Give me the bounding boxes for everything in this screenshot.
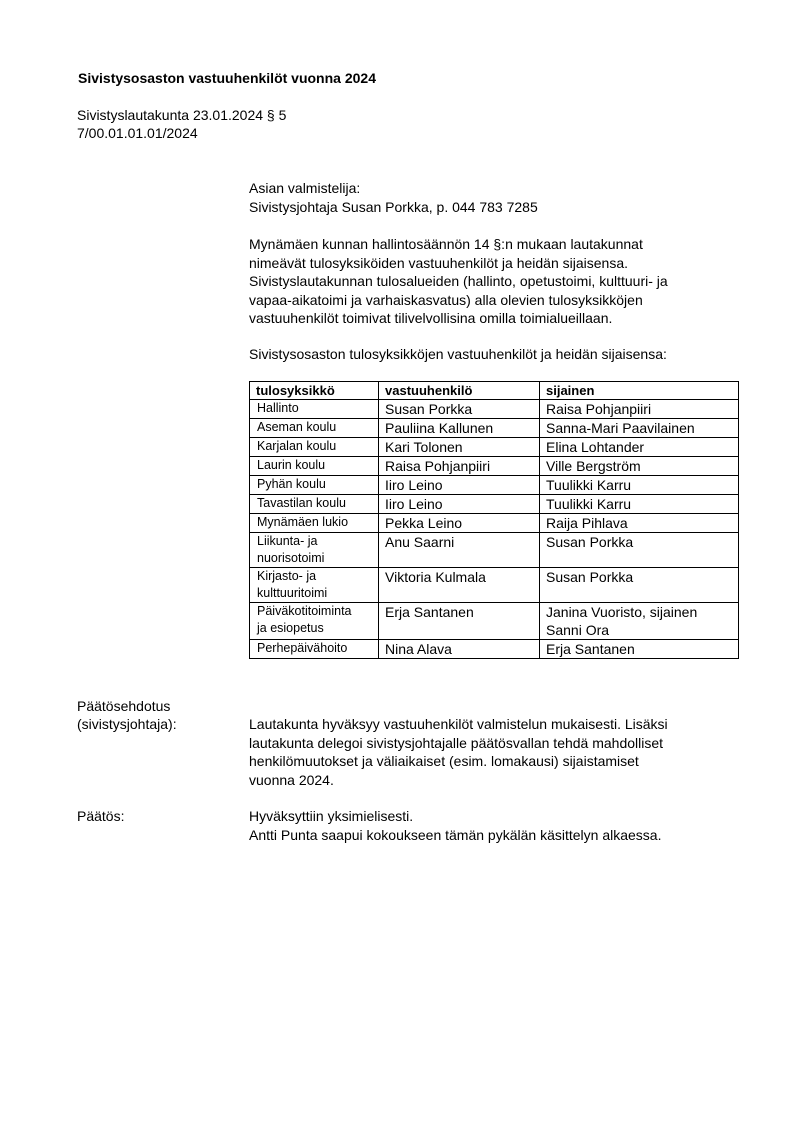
proposal-line: henkilömuutokset ja väliaikaiset (esim. lomakausi) sijaistamiset <box>249 753 639 769</box>
decision-line: Antti Punta saapui kokoukseen tämän pykälän käsittelyn alkaessa. <box>249 827 662 843</box>
deputy-cell: Raija Pihlava <box>540 514 739 533</box>
deputy-cell: Elina Lohtander <box>540 438 739 457</box>
person-cell: Pauliina Kallunen <box>379 419 540 438</box>
person-cell: Viktoria Kulmala <box>379 568 540 603</box>
table-row <box>250 495 739 514</box>
unit-cell: Tavastilan koulu <box>250 495 379 514</box>
table-row <box>250 400 739 419</box>
meeting-reference: Sivistyslautakunta 23.01.2024 § 5 <box>77 107 287 123</box>
person-cell: Iiro Leino <box>379 476 540 495</box>
proposal-line: lautakunta delegoi sivistysjohtajalle päätösvallan tehdä mahdolliset <box>249 734 664 751</box>
intro-line: vapaa-aikatoimi ja varhaiskasvatus) alla olevien tulosyksikköjen <box>249 291 643 308</box>
person-cell: Raisa Pohjanpiiri <box>379 457 540 476</box>
person-cell: Nina Alava <box>379 640 540 659</box>
table-row <box>250 419 739 438</box>
unit-cell <box>250 533 379 568</box>
decision-line: Hyväksyttiin yksimielisesti. <box>249 808 414 824</box>
deputy-cell: Ville Bergström <box>540 457 739 476</box>
table-header-row <box>250 382 739 400</box>
unit-line: Kirjasto- ja <box>257 569 317 583</box>
person-cell: Erja Santanen <box>379 603 540 640</box>
person-cell: Kari Tolonen <box>379 438 540 457</box>
person-cell: Pekka Leino <box>379 514 540 533</box>
preparer-label: Asian valmistelija: <box>249 180 361 196</box>
intro-line: Mynämäen kunnan hallintosäännön 14 §:n mukaan lautakunnat <box>249 236 643 252</box>
unit-line: Päiväkotitoiminta <box>257 604 352 618</box>
unit-line: kulttuuritoimi <box>257 586 328 600</box>
intro-line: nimeävät tulosyksiköiden vastuuhenkilöt ja heidän sijaisensa. <box>249 254 628 271</box>
responsibility-table <box>249 381 739 659</box>
intro-paragraph <box>249 235 731 328</box>
unit-cell: Laurin koulu <box>250 457 379 476</box>
deputy-cell: Tuulikki Karru <box>540 495 739 514</box>
deputy-cell: Erja Santanen <box>540 640 739 659</box>
table-row <box>250 457 739 476</box>
unit-cell: Pyhän koulu <box>250 476 379 495</box>
unit-cell <box>250 568 379 603</box>
record-number: 7/00.01.01.01/2024 <box>77 125 198 141</box>
unit-cell <box>250 603 379 640</box>
deputy-cell: Tuulikki Karru <box>540 476 739 495</box>
unit-line: ja esiopetus <box>257 621 324 635</box>
proposal-label-sub: (sivistysjohtaja): <box>77 716 177 732</box>
header-deputy: sijainen <box>540 382 739 400</box>
table-row <box>250 514 739 533</box>
proposal-paragraph <box>249 715 731 789</box>
deputy-line: Sanni Ora <box>546 622 610 638</box>
proposal-line: Lautakunta hyväksyy vastuuhenkilöt valmistelun mukaisesti. Lisäksi <box>249 716 668 732</box>
deputy-cell: Susan Porkka <box>540 568 739 603</box>
unit-cell: Karjalan koulu <box>250 438 379 457</box>
unit-cell: Mynämäen lukio <box>250 514 379 533</box>
table-row <box>250 568 739 603</box>
unit-cell: Perhepäivähoito <box>250 640 379 659</box>
header-person: vastuuhenkilö <box>379 382 540 400</box>
deputy-cell <box>540 603 739 640</box>
proposal-line: vuonna 2024. <box>249 771 334 788</box>
header-unit: tulosyksikkö <box>250 382 379 400</box>
table-caption: Sivistysosaston tulosyksikköjen vastuuhenkilöt ja heidän sijaisensa: <box>249 346 667 362</box>
table-row <box>250 533 739 568</box>
deputy-cell: Sanna-Mari Paavilainen <box>540 419 739 438</box>
unit-cell: Hallinto <box>250 400 379 419</box>
unit-line: Liikunta- ja <box>257 534 318 548</box>
deputy-cell: Susan Porkka <box>540 533 739 568</box>
table-row <box>250 640 739 659</box>
deputy-line: Janina Vuoristo, sijainen <box>546 604 698 620</box>
unit-line: nuorisotoimi <box>257 551 325 565</box>
deputy-cell: Raisa Pohjanpiiri <box>540 400 739 419</box>
document-title: Sivistysosaston vastuuhenkilöt vuonna 2024 <box>78 70 376 86</box>
unit-cell: Aseman koulu <box>250 419 379 438</box>
decision-label: Päätös: <box>77 808 125 824</box>
person-cell: Anu Saarni <box>379 533 540 568</box>
proposal-label: Päätösehdotus <box>77 698 171 714</box>
person-cell: Iiro Leino <box>379 495 540 514</box>
intro-line: vastuuhenkilöt toimivat tilivelvollisina omilla toimialueillaan. <box>249 310 613 326</box>
table-row <box>250 476 739 495</box>
table-row <box>250 438 739 457</box>
table-row <box>250 603 739 640</box>
intro-line: Sivistyslautakunnan tulosalueiden (hallinto, opetustoimi, kulttuuri- ja <box>249 273 668 289</box>
person-cell: Susan Porkka <box>379 400 540 419</box>
preparer-person: Sivistysjohtaja Susan Porkka, p. 044 783 7285 <box>249 199 538 215</box>
